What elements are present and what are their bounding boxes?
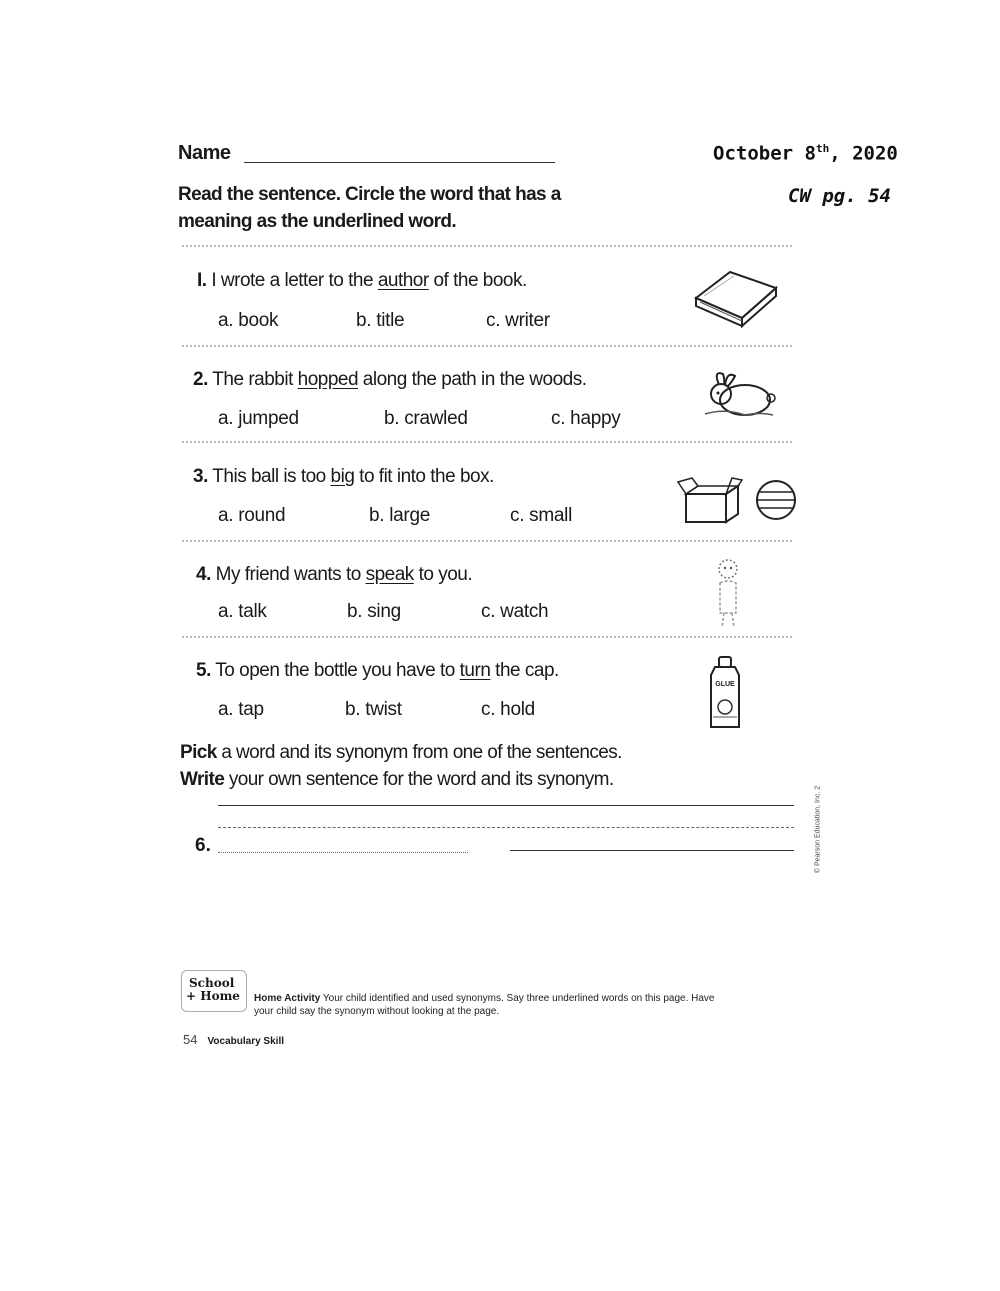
person-icon	[708, 555, 748, 630]
choice-letter: a.	[218, 310, 234, 331]
sentence-post: to fit into the box.	[354, 466, 494, 487]
choice-letter: b.	[347, 601, 363, 622]
date-month-day: October 8	[713, 142, 816, 165]
choice-letter: b.	[369, 505, 385, 526]
write-bold: Write	[180, 769, 225, 790]
page-reference: CW pg. 54	[788, 185, 891, 207]
bottle-icon	[705, 655, 745, 730]
choice-word: round	[238, 505, 286, 526]
pick-line-1	[180, 739, 622, 766]
choice-word: twist	[365, 699, 402, 720]
instructions-line-1: Read the sentence. Circle the word that has a	[178, 184, 561, 205]
question-3-sentence	[193, 466, 494, 488]
separator	[182, 636, 792, 638]
underlined-word: author	[377, 270, 429, 291]
question-5-choice-a[interactable]	[218, 699, 264, 721]
separator	[182, 441, 792, 443]
separator	[182, 345, 792, 347]
question-number: 4.	[196, 564, 211, 585]
question-6-number: 6.	[195, 835, 211, 856]
sentence-pre: To open the bottle you have to	[215, 660, 460, 681]
question-2-choice-b[interactable]	[384, 408, 468, 430]
choice-letter: b.	[356, 310, 372, 331]
choice-word: watch	[500, 601, 549, 622]
choice-letter: a.	[218, 408, 234, 429]
page-number: 54	[183, 1032, 198, 1047]
date-year: , 2020	[829, 142, 898, 165]
question-4-sentence	[196, 564, 472, 586]
choice-word: small	[529, 505, 573, 526]
choice-letter: c.	[481, 601, 496, 622]
choice-word: title	[376, 310, 405, 331]
question-4-choice-a[interactable]	[218, 601, 267, 623]
home-activity-text-1: Your child identified and used synonyms. Say three underlined words on this page. Have	[320, 993, 715, 1004]
choice-word: sing	[367, 601, 401, 622]
choice-letter: c.	[551, 408, 566, 429]
question-2-choice-a[interactable]	[218, 408, 299, 430]
sentence-pre: I wrote a letter to the	[211, 270, 378, 291]
underlined-word: big	[330, 466, 355, 487]
question-1-choice-b[interactable]	[356, 310, 404, 332]
home-activity-line-2: your child say the synonym without looking at the page.	[254, 1006, 500, 1017]
choice-letter: c.	[510, 505, 525, 526]
question-1-choice-a[interactable]	[218, 310, 278, 332]
sentence-pre: This ball is too	[212, 466, 331, 487]
question-3-choice-a[interactable]	[218, 505, 285, 527]
separator	[182, 245, 792, 247]
question-number: 2.	[193, 369, 208, 390]
instructions	[178, 181, 618, 235]
choice-letter: a.	[218, 601, 234, 622]
underlined-word: speak	[365, 564, 414, 585]
underlined-word: turn	[459, 660, 491, 681]
separator	[182, 540, 792, 542]
choice-letter: c.	[486, 310, 501, 331]
question-2-choice-c[interactable]	[551, 408, 620, 430]
sentence-pre: My friend wants to	[215, 564, 366, 585]
box-and-ball-icon	[676, 474, 800, 526]
skill-label: Vocabulary Skill	[207, 1036, 284, 1047]
choice-letter: c.	[481, 699, 496, 720]
choice-word: writer	[505, 310, 550, 331]
bottle-label: GLUE	[715, 681, 735, 688]
copyright-text: © Pearson Education, Inc. 2	[814, 785, 822, 874]
school-home-logo	[181, 970, 247, 1012]
writing-line-2-left[interactable]	[218, 852, 468, 853]
question-4-choice-c[interactable]	[481, 601, 548, 623]
sentence-post: the cap.	[490, 660, 559, 681]
choice-letter: a.	[218, 505, 234, 526]
choice-word: book	[238, 310, 279, 331]
question-5-sentence	[196, 660, 559, 682]
question-number: I.	[197, 270, 207, 291]
sentence-post: of the book.	[428, 270, 527, 291]
writing-dashed-line[interactable]	[218, 827, 794, 828]
instructions-line-2: meaning as the underlined word.	[178, 211, 457, 232]
question-5-choice-c[interactable]	[481, 699, 535, 721]
question-3-choice-c[interactable]	[510, 505, 572, 527]
name-line[interactable]	[244, 162, 555, 163]
choice-letter: b.	[345, 699, 361, 720]
choice-word: jumped	[238, 408, 299, 429]
name-label: Name	[178, 142, 231, 164]
home-activity-label: Home Activity	[254, 993, 321, 1004]
writing-line-1[interactable]	[218, 805, 794, 806]
choice-word: talk	[238, 601, 267, 622]
date-text	[713, 142, 898, 164]
write-rest: your own sentence for the word and its synonym.	[224, 769, 614, 790]
writing-line-2-right[interactable]	[510, 850, 794, 851]
choice-word: large	[389, 505, 430, 526]
pick-bold: Pick	[180, 742, 217, 763]
home-activity-line-1	[254, 992, 814, 1005]
choice-word: happy	[570, 408, 621, 429]
pick-rest: a word and its synonym from one of the sentences.	[216, 742, 622, 763]
rabbit-icon	[695, 368, 780, 423]
choice-word: hold	[500, 699, 535, 720]
pick-instructions	[180, 739, 622, 793]
footer-page	[183, 1032, 284, 1047]
sentence-post: along the path in the woods.	[358, 369, 587, 390]
question-1-sentence	[197, 270, 527, 292]
pick-line-2	[180, 766, 622, 793]
logo-bottom: + Home	[186, 989, 240, 1003]
sentence-pre: The rabbit	[212, 369, 298, 390]
logo-top: School	[189, 976, 235, 990]
choice-word: tap	[238, 699, 264, 720]
question-4-choice-b[interactable]	[347, 601, 401, 623]
question-2-sentence	[193, 369, 587, 391]
choice-letter: a.	[218, 699, 234, 720]
book-icon	[690, 268, 780, 330]
question-5-choice-b[interactable]	[345, 699, 402, 721]
question-number: 5.	[196, 660, 211, 681]
date-suffix: th	[815, 142, 830, 155]
question-1-choice-c[interactable]	[486, 310, 550, 332]
choice-letter: b.	[384, 408, 400, 429]
choice-word: crawled	[404, 408, 468, 429]
sentence-post: to you.	[413, 564, 473, 585]
question-3-choice-b[interactable]	[369, 505, 430, 527]
underlined-word: hopped	[297, 369, 359, 390]
home-activity	[254, 992, 814, 1018]
question-number: 3.	[193, 466, 208, 487]
